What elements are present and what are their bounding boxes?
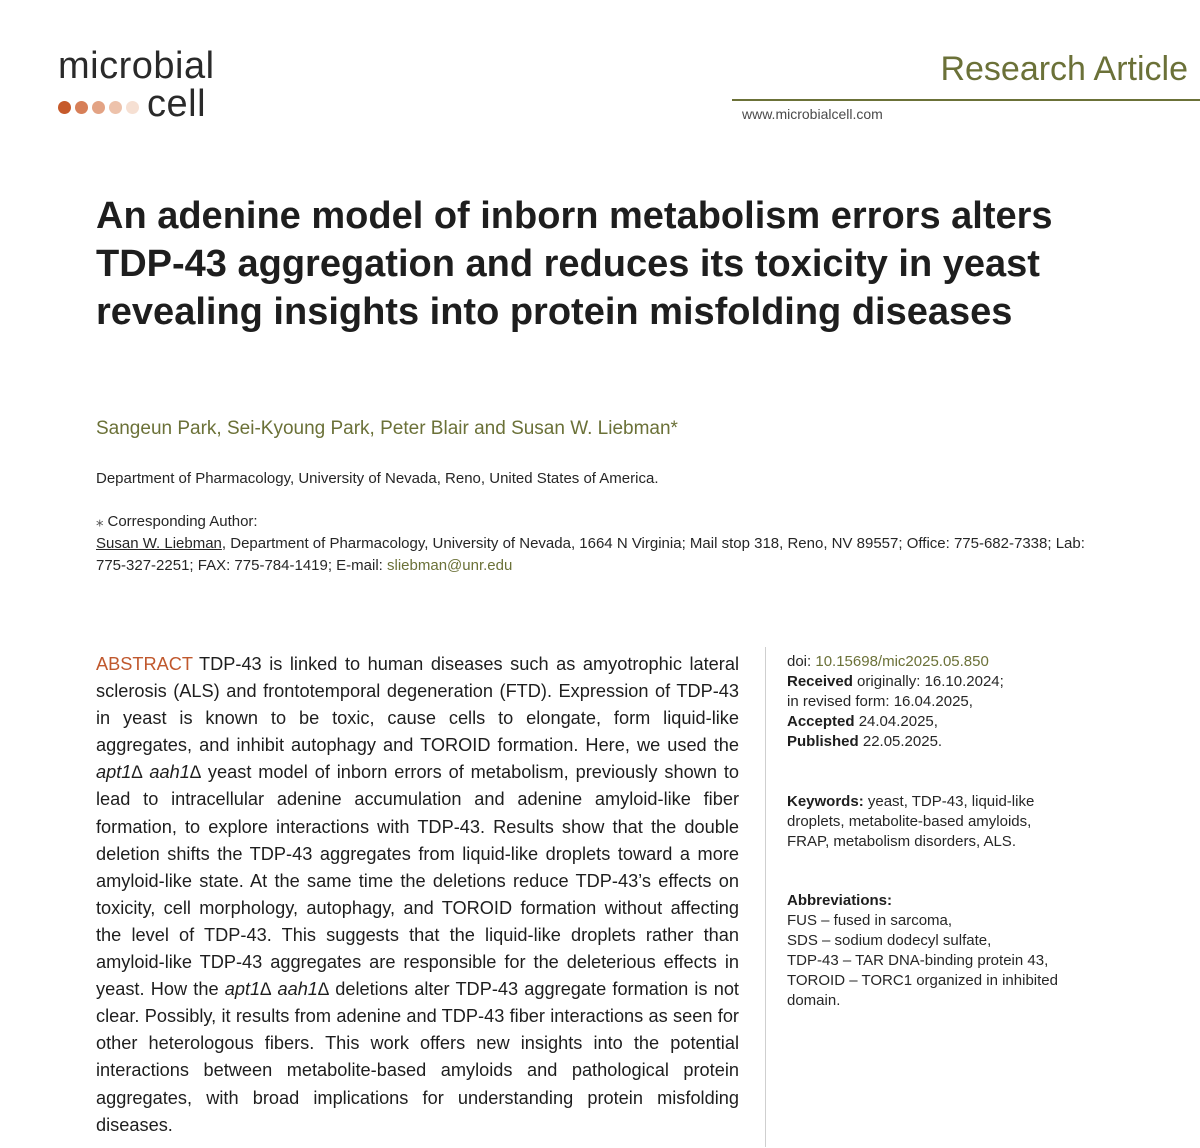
abstract <box>96 651 739 1139</box>
received-date: originally: 16.10.2024; <box>852 673 1004 690</box>
abstract-text-1: TDP-43 is linked to human diseases such as amyotrophic lateral sclerosis (ALS) and frontotemporal degeneration (FTD). Expression of TDP-43 in yeast is known to be toxic, cause cells to elongate, form liquid-like aggregates, and inhibit autophagy and TOROID formation. Here, we used the <box>96 654 739 756</box>
abbreviation-item: SDS – sodium dodecyl sulfate, <box>787 932 992 949</box>
doi-row <box>787 652 1077 672</box>
published-label: Published <box>787 733 859 750</box>
logo-dot-3 <box>92 101 105 114</box>
corresponding-label-row <box>96 511 1096 533</box>
gene-name-1: apt1∆ aah1∆ <box>96 762 202 783</box>
abstract-text-3: deletions alter TDP-43 aggregate formation is not clear. Possibly, it results from adenine and TDP-43 fiber interactions as seen for other heterologous fibers. This work offers new insights into the potential interactions between metabolite-based amyloids and pathological protein aggregates, with broad implications for understanding protein misfolding diseases. <box>96 979 739 1135</box>
header-divider <box>732 99 1200 101</box>
keywords-block <box>787 792 1077 852</box>
logo-dot-5 <box>126 101 139 114</box>
logo-dot-4 <box>109 101 122 114</box>
author-list: Sangeun Park, Sei-Kyoung Park, Peter Blair and Susan W. Liebman* <box>96 418 678 439</box>
abbreviations-block <box>787 891 1077 1011</box>
article-type-label: Research Article <box>940 50 1188 88</box>
keywords-text: yeast, TDP-43, liquid-like droplets, metabolite-based amyloids, FRAP, metabolism disorders, ALS. <box>787 793 1035 850</box>
logo-word-cell: cell <box>147 83 207 125</box>
abstract-label: ABSTRACT <box>96 654 194 674</box>
article-title: An adenine model of inborn metabolism errors alters TDP-43 aggregation and reduces its toxicity in yeast revealing insights into protein misfolding diseases <box>96 195 1053 333</box>
received-label: Received <box>787 673 853 690</box>
corresponding-label: Corresponding Author: <box>107 513 258 530</box>
accepted-label: Accepted <box>787 713 855 730</box>
revised-row: in revised form: 16.04.2025, <box>787 693 973 710</box>
journal-logo <box>58 45 215 125</box>
received-row <box>787 672 1077 692</box>
sidebar-divider <box>765 647 766 1147</box>
accepted-row <box>787 712 1077 732</box>
keywords-label: Keywords: <box>787 793 864 810</box>
abbreviation-item: TDP-43 – TAR DNA-binding protein 43, <box>787 952 1049 969</box>
accepted-date: 24.04.2025, <box>854 713 938 730</box>
abstract-text-2: yeast model of inborn errors of metabolism, previously shown to lead to intracellular adenine accumulation and adenine amyloid-like fiber formation, to explore interactions with TDP-43. Results show that the double deletion shifts the TDP-43 aggregates from liquid-like droplets toward a more amyloid-like state. At the same time the deletions reduce TDP-43’s effects on toxicity, cell morphology, autophagy, and TOROID formation without affecting the level of TDP-43. This suggests that the liquid-like droplets rather than amyloid-like TDP-43 aggregates are responsible for the deleterious effects in yeast. How the <box>96 762 739 1000</box>
published-row <box>787 732 1077 752</box>
corresponding-author-block <box>96 511 1096 577</box>
corresponding-author-name[interactable]: Susan W. Liebman <box>96 535 222 552</box>
journal-url-link[interactable]: www.microbialcell.com <box>742 106 883 122</box>
abbreviations-label: Abbreviations: <box>787 892 893 909</box>
doi-label: doi: <box>787 653 812 670</box>
corresponding-details: , Department of Pharmacology, University of Nevada, 1664 N Virginia; Mail stop 318, Reno, NV 89557; Office: 775-682-7338; Lab: 775-327-2251; FAX: 775-784-1419; E-mail: <box>96 535 1085 574</box>
published-date: 22.05.2025. <box>858 733 943 750</box>
asterisk-icon: ⁎ <box>96 513 104 530</box>
article-metadata <box>787 652 1077 752</box>
abbreviation-item: TOROID – TORC1 organized in inhibited domain. <box>787 972 1058 1009</box>
email-link[interactable]: sliebman@unr.edu <box>387 557 513 574</box>
logo-word-microbial: microbial <box>58 45 215 87</box>
affiliation: Department of Pharmacology, University of Nevada, Reno, United States of America. <box>96 470 659 487</box>
logo-dot-2 <box>75 101 88 114</box>
gene-name-2: apt1∆ aah1∆ <box>224 979 330 1000</box>
corresponding-details-row <box>96 533 1096 577</box>
abbreviation-item: FUS – fused in sarcoma, <box>787 912 953 929</box>
logo-dot-1 <box>58 101 71 114</box>
doi-link[interactable]: 10.15698/mic2025.05.850 <box>815 653 989 670</box>
logo-dots-icon <box>58 101 139 114</box>
logo-row <box>58 83 215 125</box>
